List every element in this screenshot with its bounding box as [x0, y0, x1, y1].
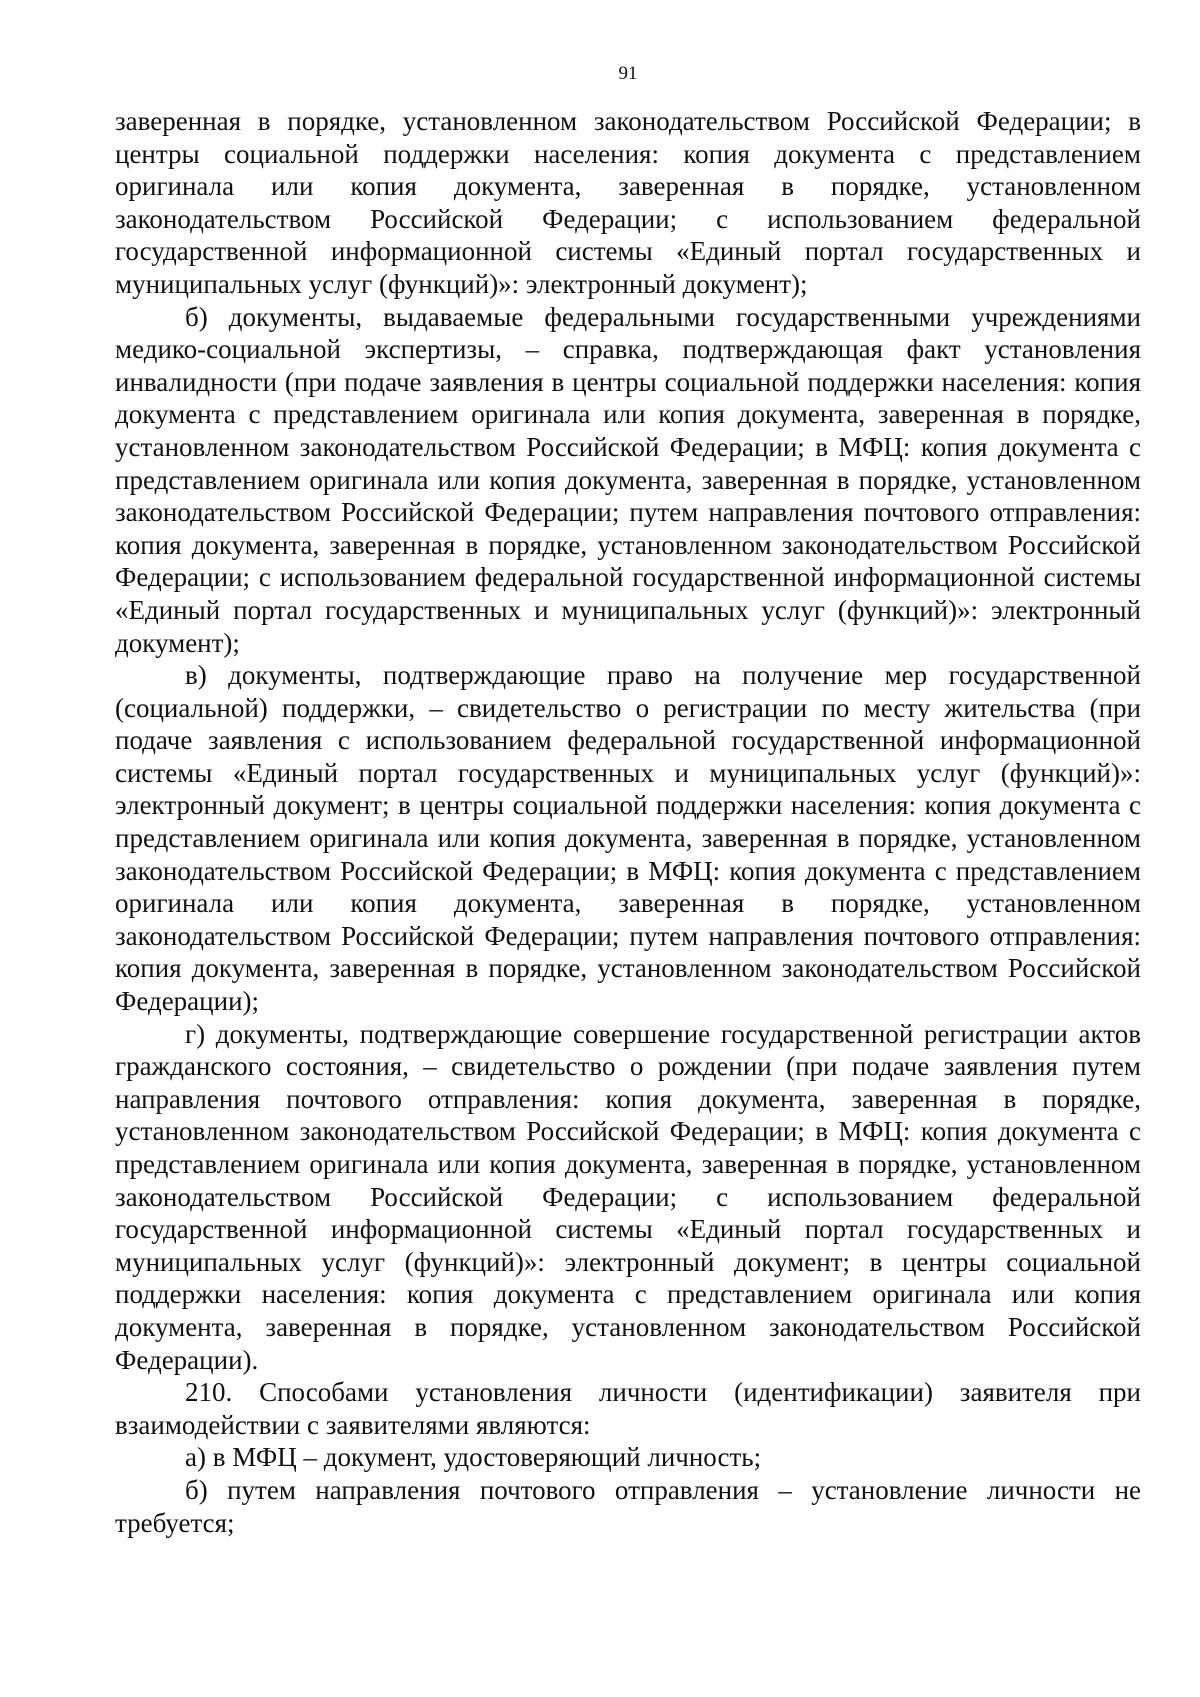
paragraph-item-b-mse-certificate: б) документы, выдаваемые федеральными государственными учреждениями медико-социальной экспертизы, – справка, подтверждающая факт установления инвалидности (при подаче заявления в центры социальной поддержки населения: копия документа с представлением оригинала или копия документа, заверенная в порядке, установленном законодательством Российской Федерации; в МФЦ: копия документа с представлением оригинала или копия документа, заверенная в порядке, установленном законодательством Российской Федерации; путем направления почтового отправления: копия документа, заверенная в порядке, установленном законодательством Российской Федерации; с использованием федеральной государственной информационной системы «Единый портал государственных и муниципальных услуг (функций)»: электронный документ);: [115, 301, 1141, 658]
paragraph-item-g-birth-certificate: г) документы, подтверждающие совершение государственной регистрации актов гражданского состояния, – свидетельство о рождении (при подаче заявления путем направления почтового отправления: копия документа, заверенная в порядке, установленном законодательством Российской Федерации; в МФЦ: копия документа с представлением оригинала или копия документа, заверенная в порядке, установленном законодательством Российской Федерации; с использованием федеральной государственной информационной системы «Единый портал государственных и муниципальных услуг (функций)»: электронный документ; в центры социальной поддержки населения: копия документа с представлением оригинала или копия документа, заверенная в порядке, установленном законодательством Российской Федерации).: [115, 1018, 1141, 1375]
paragraph-item-b-postal: б) путем направления почтового отправления – установление личности не требуется;: [115, 1474, 1141, 1538]
paragraph-continuation: заверенная в порядке, установленном законодательством Российской Федерации; в центры социальной поддержки населения: копия документа с представлением оригинала или копия документа, заверенная в порядке, установленном законодательством Российской Федерации; с использованием федеральной государственной информационной системы «Единый портал государственных и муниципальных услуг (функций)»: электронный документ);: [115, 106, 1141, 299]
paragraph-210-identification: 210. Способами установления личности (идентификации) заявителя при взаимодействии с заявителями являются:: [115, 1377, 1141, 1440]
paragraph-item-a-mfc: а) в МФЦ – документ, удостоверяющий личность;: [185, 1442, 762, 1473]
paragraph-item-v-registration-certificate: в) документы, подтверждающие право на получение мер государственной (социальной) поддержки, – свидетельство о регистрации по месту жительства (при подаче заявления с использованием федеральной государственной информационной системы «Единый портал государственных и муниципальных услуг (функций)»: электронный документ; в центры социальной поддержки населения: копия документа с представлением оригинала или копия документа, заверенная в порядке, установленном законодательством Российской Федерации; в МФЦ: копия документа с представлением оригинала или копия документа, заверенная в порядке, установленном законодательством Российской Федерации; путем направления почтового отправления: копия документа, заверенная в порядке, установленном законодательством Российской Федерации);: [115, 660, 1141, 1017]
page-number: 91: [618, 63, 638, 84]
document-page: [115, 62, 1141, 1539]
